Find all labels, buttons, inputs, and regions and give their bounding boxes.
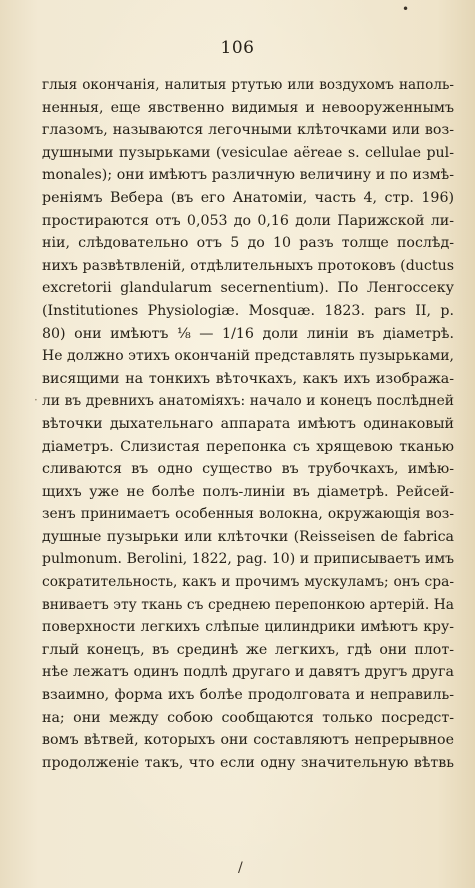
text-line: Не должно этихъ окончаній представлять пузырьками, [42, 348, 454, 365]
text-line: діаметръ. Слизистая перепонка съ хрящевою тканью [42, 438, 454, 455]
text-line: глазомъ, называются легочными клѣточками или воз- [42, 122, 454, 139]
ink-speck-margin: · [34, 393, 38, 407]
text-line: вѣточки дыхательнаго аппарата имѣютъ одинаковый [42, 415, 454, 432]
text-line: excretorii glandularum secernentium). По Ленгоссеку [42, 280, 454, 297]
text-line: вниваетъ эту ткань съ среднею перепонкою артерій. На [42, 596, 454, 613]
text-line: глый конецъ, въ срединѣ же легкихъ, гдѣ они плот- [42, 641, 454, 658]
text-line: простираются отъ 0,053 до 0,16 доли Парижской ли- [42, 212, 454, 229]
text-line: 80) они имѣютъ ⅛ — 1/16 доли линіи въ діаметрѣ. [42, 325, 454, 342]
text-line: реніямъ Вебера (въ его Анатоміи, часть 4, стр. 196) [42, 189, 454, 206]
text-line: ніи, слѣдовательно отъ 5 до 10 разъ толще послѣд- [42, 235, 454, 252]
text-line: душные пузырьки или клѣточки (Reisseisen de fabrica [42, 528, 454, 545]
text-line: (Institutiones Physiologiæ. Mosquæ. 1823. pars II, p. [42, 302, 454, 319]
text-line: продолженіе такъ, что если одну значительную вѣтвь [42, 754, 454, 771]
text-line: pulmonum. Berolini, 1822, pag. 10) и приписываетъ имъ [42, 551, 454, 568]
text-line: сократительность, какъ и прочимъ мускуламъ; онъ сра- [42, 574, 454, 591]
ink-mark-bottom: / [238, 860, 243, 876]
text-line: monales); они имѣютъ различную величину и по измѣ- [42, 167, 454, 184]
text-line: висящими на тонкихъ вѣточкахъ, какъ ихъ изобража- [42, 370, 454, 387]
text-line: нѣе лежатъ одинъ подлѣ другаго и давятъ другъ друга [42, 664, 454, 681]
text-line: нихъ развѣтвленій, отдѣлительныхъ протоковъ (ductus [42, 257, 454, 274]
text-line: поверхности легкихъ слѣпые цилиндрики имѣютъ кру- [42, 619, 454, 636]
body-text [42, 74, 454, 774]
text-line: сливаются въ одно существо въ трубочкахъ, имѣю- [42, 461, 454, 478]
text-line: ли въ древнихъ анатоміяхъ: начало и конецъ послѣдней [42, 393, 454, 410]
ink-speck-top: • [402, 2, 410, 16]
text-line: душными пузырьками (vesiculae aëreae s. cellulae pul- [42, 144, 454, 161]
page-number: 106 [220, 38, 255, 58]
text-line: взаимно, форма ихъ болѣе продолговата и неправиль- [42, 687, 454, 704]
text-line: на; они между собою сообщаются только посредст- [42, 709, 454, 726]
text-line: вомъ вѣтвей, которыхъ они составляютъ непрерывное [42, 732, 454, 749]
text-line: щихъ уже не болѣе полъ-линіи въ діаметрѣ. Рейсей- [42, 483, 454, 500]
text-line: ненныя, еще явственно видимыя и невооруженнымъ [42, 99, 454, 116]
text-line: зенъ принимаетъ особенныя волокна, окружающія воз- [42, 506, 454, 523]
text-line: глыя окончанія, налитыя ртутью или воздухомъ наполь- [42, 77, 454, 93]
